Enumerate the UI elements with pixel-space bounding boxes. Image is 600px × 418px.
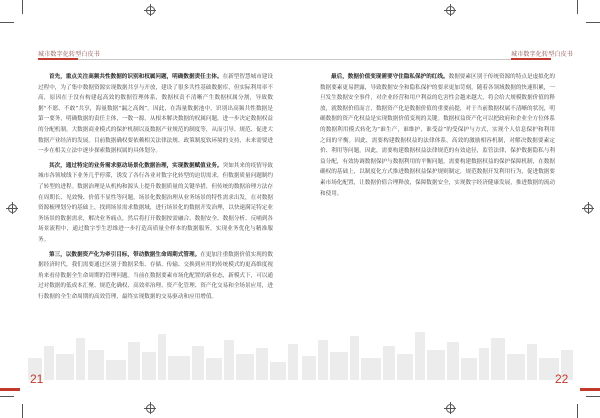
running-head-accent <box>511 58 551 60</box>
registration-mark <box>144 402 156 414</box>
paragraph <box>38 72 273 157</box>
paragraph-lead: 其次，通过特定的业务需求驱动场景化数据治理，实现数据赋值业务。 <box>49 162 223 169</box>
running-head-right: 城市数字化转型白皮书 <box>511 51 574 58</box>
registration-mark <box>444 4 456 16</box>
registration-mark <box>444 402 456 414</box>
paragraph <box>320 72 555 199</box>
page-number-left: 21 <box>30 372 44 386</box>
running-head-rule <box>300 59 511 60</box>
registration-mark <box>6 202 18 214</box>
paragraph <box>38 161 273 246</box>
registration-mark <box>582 202 594 214</box>
page-number-bar <box>580 388 600 391</box>
running-head-rule <box>78 59 300 60</box>
crop-mark <box>22 404 23 418</box>
paragraph-lead: 首先，重点关注高频共性数据的识别和权属问题，明确数据责任主体。 <box>49 74 223 80</box>
paragraph-lead: 第三，以数据资产化为牵引目标，带动数据生命周期式管理。 <box>49 251 201 258</box>
crop-mark <box>586 396 600 397</box>
paragraph-body: 数据要素区别于传统资源的特点是虚拟化的数据要素更易泄露，导致数据安全和隐私保护的要求更加苛刻，随着各领域数据的快速积累，一旦发生数据安全事件，对企业经营和用户利益的危害性会越来越大，将会给大规模数据价值的释放，就数据价值而言，数据资产化是数据价值的重要前提，对于当前数据权属不清晰的状况，明确数据的资产化权益是实现数据价值变现的关键。数据权益资产化可以把政府和企业全方位体系的数据利用模式转化为“谁生产，谁维护，谁受益”的受保护与方式，实现个人信息保护和利用之间的平衡。因此，需要构建数据权益的法律体系，高效的激励相容机制，对解决数据要素定价、利用等问题，因此，需要构建数据权益法律规范的有效途径，监管法律，保护数据隐私与利益分配，有效协调数据保护与数据利用的平衡问题，需要构建数据权益的保护保障机制，在数据确权的基础上，以制度化方式推进数据权益保护规则制定，规范数据开发利用行为，促进数据要素市场化配置，让数据价值合理释放，保障数据安全，实现数字经济健康发展，推进数据的流动和使用。 <box>320 74 555 197</box>
crop-mark <box>586 22 600 23</box>
paragraph-body: 在更加注重数据价值实现的数据经济时代，我们需要通过区别于数据采集、存储、传输、交换到应用的传统模式的更高维度视角来看待数据全生命周期的管理问题。当前在数据要素市场化配置的新业态，新模式下，可以通过对数据的低成本汇聚、规范化确权、高效率治理、资产化管理、资产化交易和全场景应用，进行数据的全生命周期的高效管理，最终实现数据的交易驱动和应用增值。 <box>38 251 273 300</box>
crop-mark <box>22 0 23 14</box>
crop-mark <box>577 0 578 14</box>
paragraph-lead: 最后，数据价值变现需要守住隐私保护的红线。 <box>331 74 449 80</box>
registration-mark <box>144 4 156 16</box>
page-number-bar <box>0 388 20 391</box>
page-number-right: 22 <box>555 372 569 386</box>
crop-mark <box>0 396 14 397</box>
paragraph-body: 在新型智慧城市建设过程中，为了集中数据资源实现数据共享与开放，建设了很多共性基础数据库，但实际利用率不高，原因在于没有构建起高效的数据管理体系，数据权责不清晰产生数据权属分割，导致数据“不愿、不敢”共享，海量数据“漏之高阁”。因此，在海量数据池中，识别出高频共性数据是第一要务，明确数据的责任主体，一数一源，从根本解决数据的权属问题，进一步决定数据权益的分配机制。大数据商业模式的保护机制以及数据产业规范的制度等，从而引导、规范、促进大数据产业经济的发展。目前数据确权要依赖相关法律法规、政策制度软环境的支持，未来需要进一步在相关立法中逐步探索数据权属的具体划分。 <box>38 74 273 155</box>
city-skyline-graphic <box>0 328 600 380</box>
crop-mark <box>577 404 578 418</box>
running-head-accent <box>38 58 78 60</box>
paragraph-body: 突如其来的疫情导致城市各领域线下业务几乎停滞，诱发了各行各业对数字化转型的迫切需求，但数据质量问题制约了转型的进程。数据治理是从机构和源头上提升数据质量的关键举措，但传统的数据治理方法存在周期长、见效慢、价值不显性等问题，场景化数据治理从业务场景的特性需求出发，在对数据资源梳理划分的基础上，找到场景需求数据域，进行场景化的数据开发治理，以快速满足特定业务场景的数据需求，解决业务痛点。然后将打开数据按需融合、数据安全、数据分析、反哺到各场景流程中，通过数字孪生思维进一步打造高质量全样本的数据服务，实现业务优化与精准服务。 <box>38 162 273 243</box>
left-page-body <box>38 72 273 306</box>
crop-mark <box>0 22 14 23</box>
running-head-left: 城市数字化转型白皮书 <box>38 51 101 58</box>
paragraph <box>38 250 273 303</box>
right-page-body <box>320 72 555 203</box>
